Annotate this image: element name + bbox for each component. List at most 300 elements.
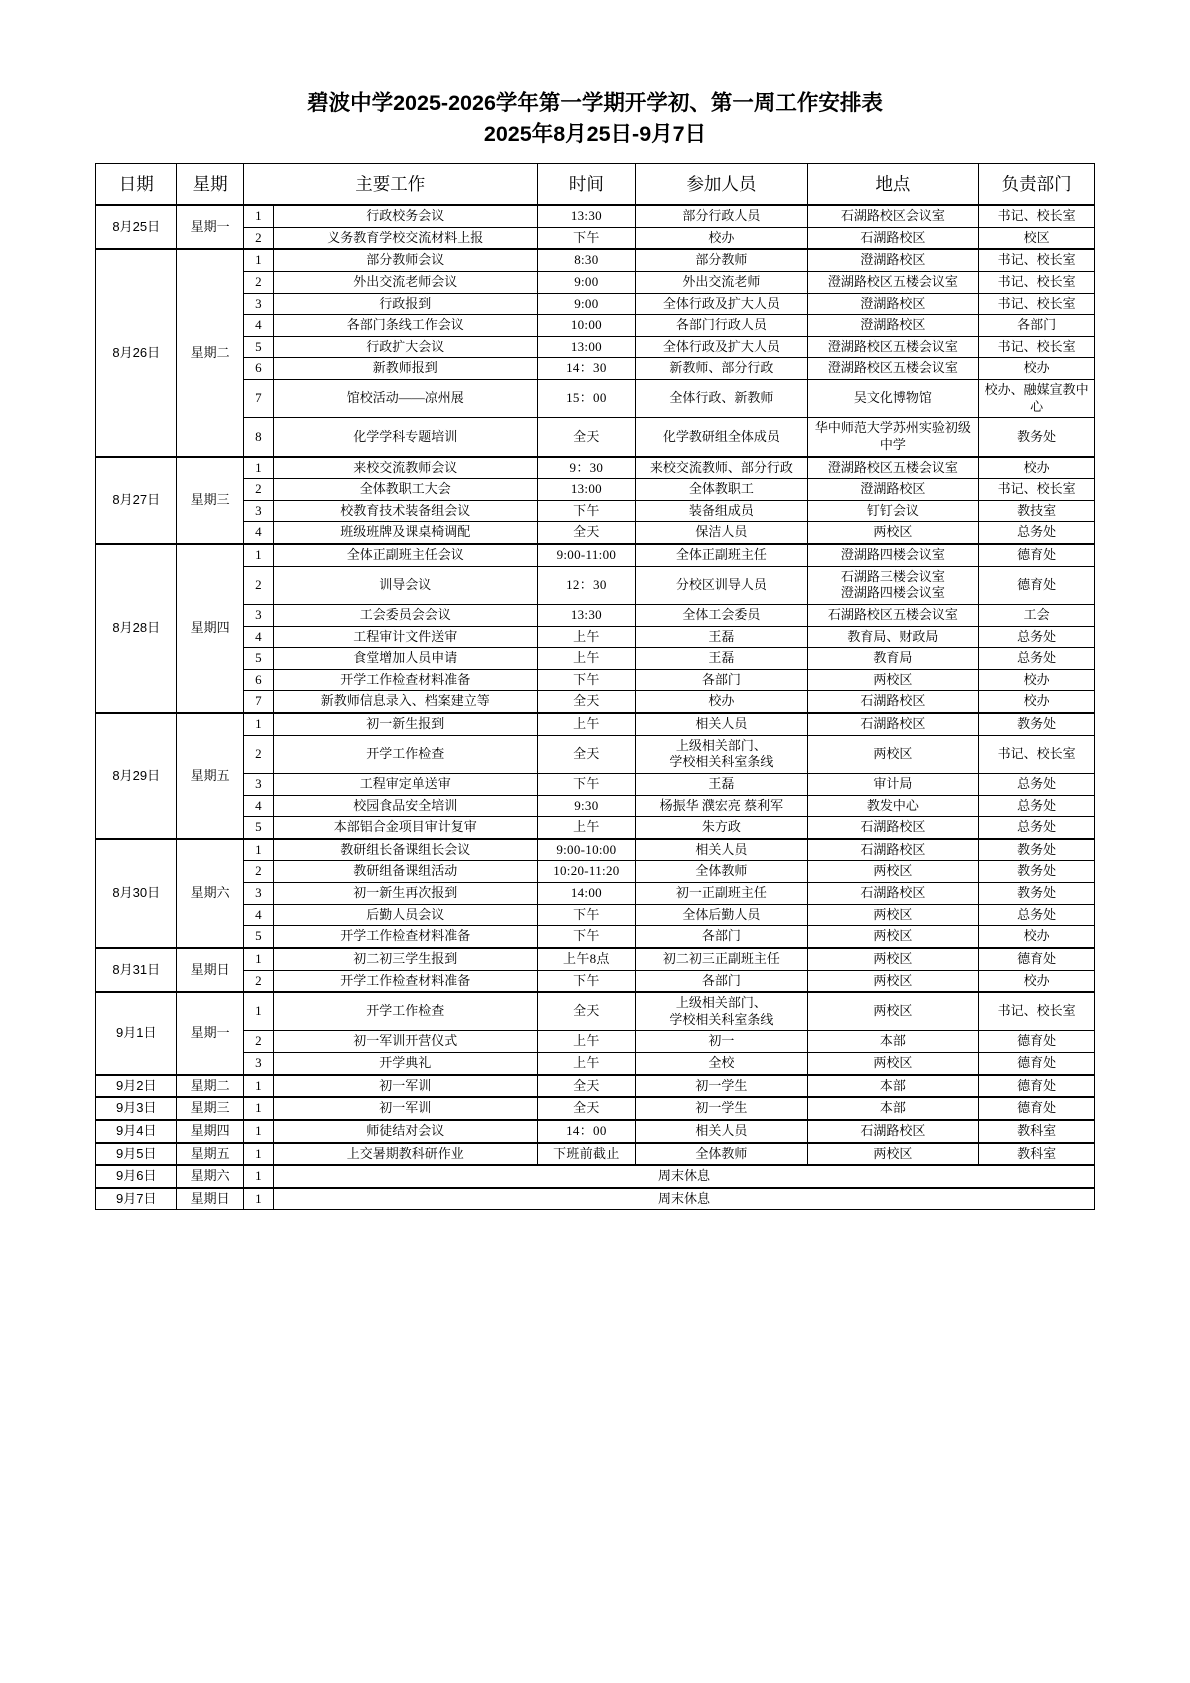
cell-participants: 新教师、部分行政: [636, 358, 808, 380]
cell-index: 1: [243, 1097, 273, 1120]
cell-place: 审计局: [807, 773, 979, 795]
cell-place: 石湖路校区: [807, 883, 979, 905]
cell-department: 校办: [979, 457, 1095, 479]
cell-index: 2: [243, 566, 273, 604]
cell-participants: 王磊: [636, 773, 808, 795]
cell-time: 全天: [537, 691, 636, 713]
cell-participants: 初二初三正副班主任: [636, 948, 808, 970]
cell-place: 两校区: [807, 948, 979, 970]
cell-department: 工会: [979, 604, 1095, 626]
cell-work: 行政扩大会议: [273, 336, 537, 358]
cell-department: 德育处: [979, 1075, 1095, 1098]
cell-date: 9月7日: [96, 1188, 177, 1210]
cell-participants: 各部门行政人员: [636, 315, 808, 337]
cell-department: 总务处: [979, 648, 1095, 670]
cell-place: 澄湖路校区: [807, 249, 979, 271]
cell-time: 全天: [537, 1075, 636, 1098]
cell-index: 3: [243, 604, 273, 626]
table-row: [96, 566, 1095, 604]
cell-index: 1: [243, 249, 273, 271]
cell-index: 1: [243, 948, 273, 970]
cell-date: 8月30日: [96, 839, 177, 948]
table-row: [96, 479, 1095, 501]
header-time: 时间: [537, 164, 636, 206]
cell-time: 13:00: [537, 479, 636, 501]
cell-place: 澄湖路校区五楼会议室: [807, 271, 979, 293]
cell-participants: 全体行政、新教师: [636, 380, 808, 418]
cell-work: 工程审定单送审: [273, 773, 537, 795]
cell-participants: 上级相关部门、 学校相关科室条线: [636, 735, 808, 773]
cell-work: 开学工作检查材料准备: [273, 926, 537, 948]
cell-place: 澄湖路校区五楼会议室: [807, 336, 979, 358]
cell-time: 9:00: [537, 271, 636, 293]
cell-department: 德育处: [979, 948, 1095, 970]
table-row: [96, 904, 1095, 926]
cell-place: 石湖路校区五楼会议室: [807, 604, 979, 626]
cell-index: 1: [243, 457, 273, 479]
table-body: [96, 205, 1095, 1210]
cell-work: 部分教师会议: [273, 249, 537, 271]
cell-time: 上午: [537, 1053, 636, 1075]
cell-work-merged: 周末休息: [273, 1165, 1094, 1188]
cell-weekday: 星期五: [177, 713, 243, 839]
cell-work: 化学学科专题培训: [273, 418, 537, 457]
cell-department: 校办: [979, 669, 1095, 691]
cell-time: 下午: [537, 773, 636, 795]
cell-participants: 各部门: [636, 970, 808, 992]
cell-department: 校办、融媒宣教中心: [979, 380, 1095, 418]
cell-work: 初一新生再次报到: [273, 883, 537, 905]
cell-weekday: 星期四: [177, 1120, 243, 1143]
cell-index: 2: [243, 227, 273, 249]
cell-index: 2: [243, 271, 273, 293]
header-row: [96, 164, 1095, 206]
header-department: 负责部门: [979, 164, 1095, 206]
cell-time: 上午: [537, 1031, 636, 1053]
table-row: [96, 948, 1095, 970]
cell-department: 德育处: [979, 1097, 1095, 1120]
cell-work: 开学工作检查材料准备: [273, 669, 537, 691]
cell-participants: 全体工会委员: [636, 604, 808, 626]
cell-place: 澄湖路校区五楼会议室: [807, 358, 979, 380]
cell-participants: 分校区训导人员: [636, 566, 808, 604]
cell-work: 各部门条线工作会议: [273, 315, 537, 337]
cell-time: 9:00-10:00: [537, 839, 636, 861]
cell-time: 下午: [537, 669, 636, 691]
header-work: 主要工作: [243, 164, 537, 206]
cell-participants: 全体教师: [636, 861, 808, 883]
cell-work: 工程审计文件送审: [273, 626, 537, 648]
cell-weekday: 星期一: [177, 992, 243, 1075]
cell-department: 教务处: [979, 883, 1095, 905]
cell-department: 校办: [979, 926, 1095, 948]
cell-date: 9月1日: [96, 992, 177, 1075]
cell-time: 9：30: [537, 457, 636, 479]
table-row: [96, 271, 1095, 293]
cell-participants: 相关人员: [636, 1120, 808, 1143]
cell-index: 3: [243, 773, 273, 795]
cell-department: 总务处: [979, 773, 1095, 795]
cell-time: 全天: [537, 418, 636, 457]
cell-date: 9月6日: [96, 1165, 177, 1188]
cell-work: 本部铝合金项目审计复审: [273, 817, 537, 839]
cell-work: 初一军训: [273, 1097, 537, 1120]
cell-index: 3: [243, 1053, 273, 1075]
table-row: [96, 992, 1095, 1031]
cell-participants: 王磊: [636, 648, 808, 670]
cell-place: 两校区: [807, 669, 979, 691]
cell-work: 全体教职工大会: [273, 479, 537, 501]
cell-department: 德育处: [979, 544, 1095, 566]
cell-index: 4: [243, 315, 273, 337]
cell-place: 石湖路三楼会议室 澄湖路四楼会议室: [807, 566, 979, 604]
table-row: [96, 1165, 1095, 1188]
cell-department: 教务处: [979, 839, 1095, 861]
cell-place: 本部: [807, 1031, 979, 1053]
table-row: [96, 457, 1095, 479]
table-row: [96, 970, 1095, 992]
cell-date: 8月25日: [96, 205, 177, 249]
cell-index: 2: [243, 970, 273, 992]
cell-department: 教科室: [979, 1120, 1095, 1143]
cell-work: 后勤人员会议: [273, 904, 537, 926]
cell-date: 8月28日: [96, 544, 177, 713]
cell-department: 德育处: [979, 1031, 1095, 1053]
cell-weekday: 星期二: [177, 249, 243, 456]
cell-place: 两校区: [807, 735, 979, 773]
table-row: [96, 358, 1095, 380]
cell-participants: 全体行政及扩大人员: [636, 336, 808, 358]
cell-department: 校办: [979, 691, 1095, 713]
table-row: [96, 626, 1095, 648]
cell-place: 两校区: [807, 992, 979, 1031]
table-row: [96, 315, 1095, 337]
cell-weekday: 星期二: [177, 1075, 243, 1098]
cell-index: 5: [243, 336, 273, 358]
cell-work: 全体正副班主任会议: [273, 544, 537, 566]
cell-department: 教务处: [979, 418, 1095, 457]
cell-participants: 保洁人员: [636, 522, 808, 544]
cell-date: 8月29日: [96, 713, 177, 839]
cell-participants: 杨振华 濮宏亮 蔡利军: [636, 795, 808, 817]
cell-department: 书记、校长室: [979, 479, 1095, 501]
cell-place: 石湖路校区: [807, 691, 979, 713]
table-row: [96, 691, 1095, 713]
cell-work: 初一军训开营仪式: [273, 1031, 537, 1053]
cell-index: 5: [243, 648, 273, 670]
table-row: [96, 604, 1095, 626]
cell-work: 行政报到: [273, 293, 537, 315]
cell-participants: 装备组成员: [636, 500, 808, 522]
cell-department: 各部门: [979, 315, 1095, 337]
cell-index: 5: [243, 926, 273, 948]
cell-time: 下午: [537, 970, 636, 992]
table-row: [96, 735, 1095, 773]
cell-work: 义务教育学校交流材料上报: [273, 227, 537, 249]
cell-participants: 校办: [636, 227, 808, 249]
cell-department: 教务处: [979, 713, 1095, 735]
cell-work: 工会委员会会议: [273, 604, 537, 626]
cell-index: 2: [243, 479, 273, 501]
cell-work: 训导会议: [273, 566, 537, 604]
cell-place: 两校区: [807, 861, 979, 883]
cell-participants: 来校交流教师、部分行政: [636, 457, 808, 479]
cell-work: 开学典礼: [273, 1053, 537, 1075]
cell-date: 9月3日: [96, 1097, 177, 1120]
cell-index: 1: [243, 1143, 273, 1166]
cell-department: 教科室: [979, 1143, 1095, 1166]
cell-place: 两校区: [807, 970, 979, 992]
cell-index: 3: [243, 883, 273, 905]
table-row: [96, 418, 1095, 457]
cell-time: 14:00: [537, 883, 636, 905]
cell-index: 3: [243, 500, 273, 522]
cell-time: 9:30: [537, 795, 636, 817]
cell-participants: 初一学生: [636, 1075, 808, 1098]
cell-participants: 全体后勤人员: [636, 904, 808, 926]
table-row: [96, 205, 1095, 227]
cell-participants: 王磊: [636, 626, 808, 648]
table-row: [96, 1075, 1095, 1098]
cell-participants: 化学教研组全体成员: [636, 418, 808, 457]
cell-index: 4: [243, 522, 273, 544]
cell-department: 总务处: [979, 795, 1095, 817]
cell-participants: 各部门: [636, 926, 808, 948]
cell-participants: 相关人员: [636, 839, 808, 861]
cell-time: 下午: [537, 926, 636, 948]
cell-date: 8月27日: [96, 457, 177, 545]
table-row: [96, 839, 1095, 861]
table-row: [96, 336, 1095, 358]
cell-work: 校园食品安全培训: [273, 795, 537, 817]
cell-date: 9月4日: [96, 1120, 177, 1143]
cell-place: 两校区: [807, 1053, 979, 1075]
cell-time: 12：30: [537, 566, 636, 604]
cell-time: 下午: [537, 904, 636, 926]
cell-place: 石湖路校区会议室: [807, 205, 979, 227]
cell-place: 吴文化博物馆: [807, 380, 979, 418]
cell-time: 全天: [537, 522, 636, 544]
cell-participants: 全校: [636, 1053, 808, 1075]
cell-place: 澄湖路校区: [807, 479, 979, 501]
table-row: [96, 713, 1095, 735]
cell-time: 13:00: [537, 336, 636, 358]
cell-time: 10:20-11:20: [537, 861, 636, 883]
cell-place: 石湖路校区: [807, 817, 979, 839]
table-row: [96, 795, 1095, 817]
cell-participants: 初一: [636, 1031, 808, 1053]
table-row: [96, 522, 1095, 544]
cell-time: 上午8点: [537, 948, 636, 970]
cell-place: 华中师范大学苏州实验初级中学: [807, 418, 979, 457]
cell-time: 下班前截止: [537, 1143, 636, 1166]
cell-department: 书记、校长室: [979, 249, 1095, 271]
table-row: [96, 648, 1095, 670]
cell-place: 石湖路校区: [807, 1120, 979, 1143]
schedule-table: [95, 163, 1095, 1210]
cell-department: 书记、校长室: [979, 205, 1095, 227]
table-row: [96, 1031, 1095, 1053]
cell-index: 1: [243, 205, 273, 227]
cell-work: 开学工作检查: [273, 735, 537, 773]
cell-department: 总务处: [979, 817, 1095, 839]
header-place: 地点: [807, 164, 979, 206]
cell-work-merged: 周末休息: [273, 1188, 1094, 1210]
cell-index: 1: [243, 839, 273, 861]
table-row: [96, 500, 1095, 522]
cell-time: 13:30: [537, 205, 636, 227]
cell-work: 教研组备课组活动: [273, 861, 537, 883]
cell-participants: 全体教师: [636, 1143, 808, 1166]
table-row: [96, 861, 1095, 883]
cell-work: 新教师信息录入、档案建立等: [273, 691, 537, 713]
cell-index: 8: [243, 418, 273, 457]
cell-weekday: 星期四: [177, 544, 243, 713]
cell-index: 1: [243, 713, 273, 735]
cell-time: 8:30: [537, 249, 636, 271]
table-row: [96, 883, 1095, 905]
cell-department: 书记、校长室: [979, 992, 1095, 1031]
cell-place: 澄湖路校区五楼会议室: [807, 457, 979, 479]
cell-department: 书记、校长室: [979, 271, 1095, 293]
cell-participants: 上级相关部门、 学校相关科室条线: [636, 992, 808, 1031]
cell-work: 初一军训: [273, 1075, 537, 1098]
cell-place: 两校区: [807, 926, 979, 948]
cell-index: 1: [243, 1120, 273, 1143]
cell-index: 4: [243, 904, 273, 926]
cell-work: 教研组长备课组长会议: [273, 839, 537, 861]
table-row: [96, 1143, 1095, 1166]
cell-index: 6: [243, 358, 273, 380]
cell-department: 总务处: [979, 626, 1095, 648]
cell-work: 食堂增加人员申请: [273, 648, 537, 670]
cell-weekday: 星期日: [177, 948, 243, 992]
cell-place: 教育局: [807, 648, 979, 670]
cell-time: 上午: [537, 713, 636, 735]
table-row: [96, 380, 1095, 418]
header-date: 日期: [96, 164, 177, 206]
table-row: [96, 1097, 1095, 1120]
cell-index: 4: [243, 626, 273, 648]
cell-weekday: 星期六: [177, 1165, 243, 1188]
cell-participants: 校办: [636, 691, 808, 713]
cell-work: 来校交流教师会议: [273, 457, 537, 479]
cell-department: 德育处: [979, 566, 1095, 604]
cell-work: 开学工作检查: [273, 992, 537, 1031]
cell-time: 15：00: [537, 380, 636, 418]
cell-department: 德育处: [979, 1053, 1095, 1075]
cell-index: 1: [243, 544, 273, 566]
cell-index: 1: [243, 1165, 273, 1188]
cell-work: 开学工作检查材料准备: [273, 970, 537, 992]
cell-department: 总务处: [979, 904, 1095, 926]
table-row: [96, 817, 1095, 839]
cell-index: 3: [243, 293, 273, 315]
cell-department: 书记、校长室: [979, 293, 1095, 315]
table-row: [96, 926, 1095, 948]
cell-index: 6: [243, 669, 273, 691]
cell-index: 2: [243, 1031, 273, 1053]
cell-department: 教技室: [979, 500, 1095, 522]
cell-place: 本部: [807, 1097, 979, 1120]
table-row: [96, 249, 1095, 271]
cell-department: 校区: [979, 227, 1095, 249]
cell-work: 行政校务会议: [273, 205, 537, 227]
cell-time: 9:00-11:00: [537, 544, 636, 566]
cell-date: 9月2日: [96, 1075, 177, 1098]
cell-work: 新教师报到: [273, 358, 537, 380]
cell-work: 上交暑期教科研作业: [273, 1143, 537, 1166]
table-row: [96, 773, 1095, 795]
cell-participants: 初一正副班主任: [636, 883, 808, 905]
cell-weekday: 星期六: [177, 839, 243, 948]
cell-place: 教育局、财政局: [807, 626, 979, 648]
document-title: [95, 88, 1095, 149]
cell-place: 石湖路校区: [807, 839, 979, 861]
cell-place: 两校区: [807, 1143, 979, 1166]
cell-place: 石湖路校区: [807, 227, 979, 249]
cell-index: 1: [243, 1075, 273, 1098]
cell-place: 本部: [807, 1075, 979, 1098]
title-line-2: 2025年8月25日-9月7日: [483, 121, 707, 146]
cell-work: 校教育技术装备组会议: [273, 500, 537, 522]
cell-weekday: 星期三: [177, 1097, 243, 1120]
cell-participants: 各部门: [636, 669, 808, 691]
cell-weekday: 星期日: [177, 1188, 243, 1210]
cell-time: 上午: [537, 648, 636, 670]
header-participants: 参加人员: [636, 164, 808, 206]
cell-weekday: 星期一: [177, 205, 243, 249]
table-header: [96, 164, 1095, 206]
cell-place: 教发中心: [807, 795, 979, 817]
cell-index: 2: [243, 735, 273, 773]
cell-time: 14：30: [537, 358, 636, 380]
cell-place: 两校区: [807, 522, 979, 544]
table-row: [96, 1120, 1095, 1143]
cell-participants: 相关人员: [636, 713, 808, 735]
cell-date: 8月31日: [96, 948, 177, 992]
cell-place: 澄湖路四楼会议室: [807, 544, 979, 566]
table-row: [96, 293, 1095, 315]
table-row: [96, 669, 1095, 691]
cell-work: 师徒结对会议: [273, 1120, 537, 1143]
cell-work: 外出交流老师会议: [273, 271, 537, 293]
cell-time: 上午: [537, 817, 636, 839]
cell-time: 全天: [537, 992, 636, 1031]
cell-time: 13:30: [537, 604, 636, 626]
cell-work: 班级班牌及课桌椅调配: [273, 522, 537, 544]
cell-department: 总务处: [979, 522, 1095, 544]
cell-time: 9:00: [537, 293, 636, 315]
cell-department: 校办: [979, 358, 1095, 380]
cell-time: 10:00: [537, 315, 636, 337]
cell-weekday: 星期五: [177, 1143, 243, 1166]
table-row: [96, 1053, 1095, 1075]
cell-time: 14：00: [537, 1120, 636, 1143]
cell-index: 5: [243, 817, 273, 839]
cell-index: 1: [243, 992, 273, 1031]
cell-participants: 全体教职工: [636, 479, 808, 501]
cell-work: 初一新生报到: [273, 713, 537, 735]
cell-date: 8月26日: [96, 249, 177, 456]
cell-department: 书记、校长室: [979, 735, 1095, 773]
cell-place: 澄湖路校区: [807, 293, 979, 315]
cell-index: 4: [243, 795, 273, 817]
cell-participants: 全体行政及扩大人员: [636, 293, 808, 315]
cell-time: 全天: [537, 1097, 636, 1120]
cell-participants: 初一学生: [636, 1097, 808, 1120]
cell-participants: 部分行政人员: [636, 205, 808, 227]
